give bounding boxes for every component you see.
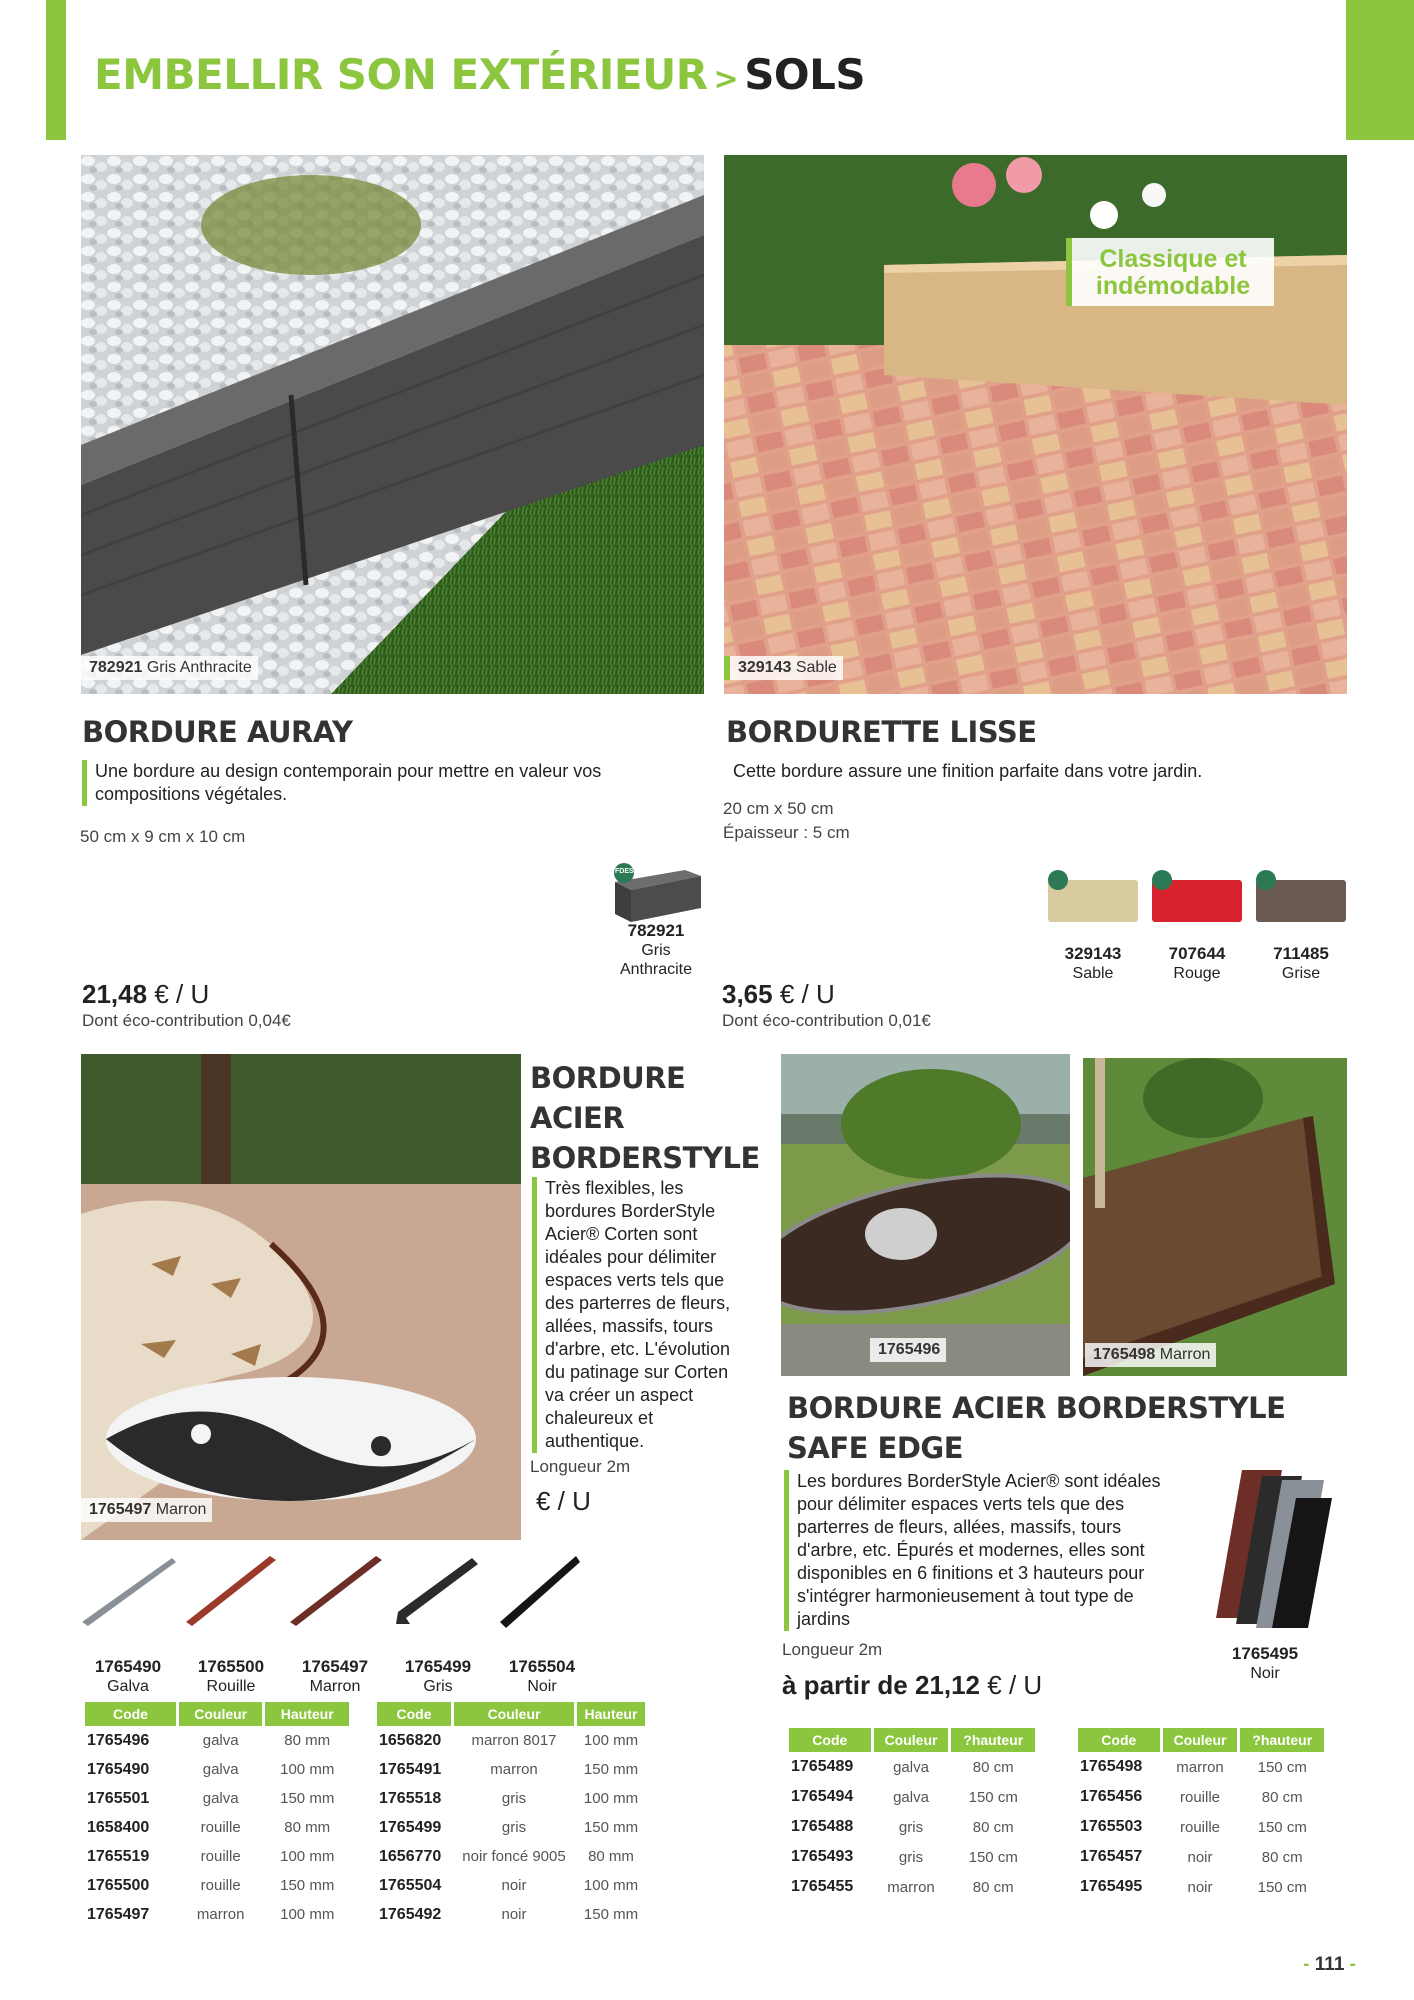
swatch-color: Rouge — [1173, 965, 1221, 982]
cell-hauteur: 100 mm — [280, 1761, 335, 1778]
safe-product-color: Noir — [1250, 1665, 1280, 1682]
safe-table-left — [786, 1728, 1038, 1902]
safe-table-right — [1075, 1728, 1327, 1902]
page-number-value: 111 — [1314, 1954, 1345, 1975]
table-row — [85, 1726, 349, 1755]
acier-table-right — [374, 1702, 648, 1929]
cell-hauteur: 100 mm — [583, 1790, 639, 1807]
safe-photo-1-code: 1765496 — [878, 1341, 941, 1358]
table-row — [85, 1842, 349, 1871]
col-hauteur: Hauteur — [265, 1702, 349, 1726]
col-code: Code — [1078, 1728, 1160, 1752]
acier-photo-code: 1765497 — [89, 1501, 152, 1518]
header-accent-left — [46, 0, 66, 140]
col-couleur: Couleur — [454, 1702, 574, 1726]
auray-swatch-code: 782921 — [627, 921, 685, 940]
profile-color: Rouille — [206, 1678, 256, 1695]
cell-couleur: marron — [490, 1761, 538, 1778]
acier-photo — [81, 1054, 521, 1540]
page-heading — [94, 50, 865, 99]
auray-swatch-label — [606, 921, 706, 979]
profile-color: Galva — [107, 1678, 149, 1695]
subsection-title: SOLS — [744, 50, 866, 99]
lisse-dims-size: 20 cm x 50 cm — [723, 799, 834, 818]
cell-couleur: rouille — [1180, 1788, 1221, 1806]
cell-code: 1765500 — [87, 1876, 150, 1894]
cell-code: 1765489 — [791, 1758, 854, 1775]
cell-code: 1765457 — [1080, 1848, 1143, 1865]
safe-title-line2: SAFE EDGE — [787, 1431, 964, 1465]
lisse-dimensions — [723, 797, 850, 845]
cell-hauteur: 80 mm — [588, 1848, 634, 1865]
table-row — [377, 1784, 645, 1813]
col-hauteur: ?hauteur — [951, 1728, 1035, 1752]
cell-couleur: rouille — [200, 1877, 241, 1894]
auray-swatch-color: Gris Anthracite — [619, 942, 693, 978]
safe-product-illustration — [1196, 1468, 1332, 1628]
cell-couleur: galva — [202, 1790, 239, 1807]
cell-hauteur: 80 mm — [284, 1732, 331, 1749]
cell-code: 1656770 — [379, 1847, 442, 1865]
cell-code: 1765518 — [379, 1789, 442, 1807]
safe-price-unit: € / U — [987, 1670, 1043, 1700]
lisse-price — [722, 979, 835, 1010]
acier-profiles-image — [80, 1552, 580, 1628]
safe-title — [787, 1388, 1285, 1468]
cell-couleur: noir — [1187, 1878, 1213, 1896]
swatch-color: Sable — [1072, 965, 1114, 982]
cell-couleur: rouille — [1180, 1818, 1221, 1836]
cell-code: 1765501 — [87, 1789, 150, 1807]
safe-photo-1 — [781, 1054, 1070, 1376]
auray-photo-code: 782921 — [89, 659, 143, 676]
col-code: Code — [85, 1702, 176, 1726]
acier-table-left — [82, 1702, 352, 1929]
cell-hauteur: 150 cm — [968, 1848, 1018, 1866]
cell-code: 1765488 — [791, 1818, 854, 1835]
lisse-swatch-label-0 — [1044, 944, 1142, 983]
cell-couleur: galva — [893, 1758, 929, 1776]
col-couleur: Couleur — [1163, 1728, 1238, 1752]
profile-code: 1765490 — [94, 1657, 162, 1676]
cell-hauteur: 150 mm — [583, 1906, 639, 1923]
table-row — [1078, 1842, 1324, 1872]
acier-profile-1 — [181, 1657, 281, 1696]
lisse-price-value: 3,65 — [722, 979, 773, 1009]
cell-couleur: gris — [898, 1848, 924, 1866]
cell-code: 1765456 — [1080, 1788, 1143, 1805]
col-code: Code — [789, 1728, 871, 1752]
cell-code: 1765491 — [379, 1760, 442, 1778]
cell-couleur: galva — [202, 1732, 239, 1749]
cell-hauteur: 150 cm — [1257, 1758, 1307, 1776]
cell-code: 1765498 — [1080, 1758, 1143, 1775]
lisse-illustration — [724, 155, 1347, 694]
table-row — [377, 1871, 645, 1900]
cell-hauteur: 80 cm — [972, 1818, 1014, 1836]
acier-title-line2: ACIER — [530, 1101, 625, 1135]
table-row — [377, 1726, 645, 1755]
cell-hauteur: 100 mm — [280, 1906, 335, 1923]
col-code: Code — [377, 1702, 451, 1726]
profile-code: 1765504 — [508, 1657, 576, 1676]
auray-dimensions: 50 cm x 9 cm x 10 cm — [80, 827, 246, 846]
safe-title-line1: BORDURE ACIER BORDERSTYLE — [787, 1391, 1286, 1425]
lisse-dims-thickness: Épaisseur : 5 cm — [723, 823, 850, 842]
lisse-eco-contribution: Dont éco-contribution 0,01€ — [722, 1011, 931, 1030]
auray-illustration — [81, 155, 704, 694]
table-row — [377, 1813, 645, 1842]
cell-code: 1765492 — [379, 1905, 442, 1923]
lisse-photo — [724, 155, 1347, 694]
cell-couleur: galva — [202, 1761, 239, 1778]
safe-description: Les bordures BorderStyle Acier® sont idéales pour délimiter espaces verts tels que des parterres de fleurs, allées, massifs, tours d'arbre, etc. Épurés et modernes, elles sont disponibles en 6 finitions et 3 hauteurs pour s'intégrer harmonieusement à tout type de jardins — [784, 1470, 1177, 1631]
cell-couleur: gris — [501, 1790, 527, 1807]
safe-product-code: 1765495 — [1231, 1644, 1299, 1663]
cell-couleur: marron — [196, 1906, 245, 1923]
table-row — [789, 1752, 1035, 1782]
chevron-right-icon: > — [713, 62, 739, 97]
cell-couleur: gris — [898, 1818, 924, 1836]
auray-swatch — [607, 862, 705, 924]
safe-photo-2-color: Marron — [1159, 1346, 1211, 1363]
cell-code: 1765504 — [379, 1876, 442, 1894]
lisse-swatch-label-2 — [1252, 944, 1350, 983]
table-row — [85, 1900, 349, 1929]
cell-code: 1656820 — [379, 1731, 442, 1749]
safe-photo-2 — [1083, 1058, 1347, 1376]
safe-photo-1-illustration — [781, 1054, 1070, 1376]
lisse-photo-code: 329143 — [738, 659, 792, 676]
col-hauteur: ?hauteur — [1240, 1728, 1324, 1752]
auray-photo-color: Gris Anthracite — [146, 659, 252, 676]
auray-description: Une bordure au design contemporain pour mettre en valeur vos compositions végétales. — [82, 760, 655, 806]
lisse-swatch-sable — [1046, 870, 1140, 931]
safe-photo-2-illustration — [1083, 1058, 1347, 1376]
cell-couleur: rouille — [200, 1848, 241, 1865]
cell-hauteur: 150 mm — [583, 1819, 639, 1836]
profile-code: 1765497 — [301, 1657, 369, 1676]
page-number: - 111 - — [1303, 1954, 1356, 1975]
cell-hauteur: 150 mm — [280, 1877, 335, 1894]
table-row — [789, 1842, 1035, 1872]
cell-couleur: noir — [501, 1877, 527, 1894]
acier-profiles-strip — [80, 1552, 580, 1628]
cell-code: 1765497 — [87, 1905, 150, 1923]
cell-hauteur: 80 cm — [1261, 1788, 1303, 1806]
acier-length: Longueur 2m — [530, 1457, 631, 1476]
col-couleur: Couleur — [874, 1728, 949, 1752]
table-row — [1078, 1872, 1324, 1902]
lisse-swatch-rouge — [1150, 870, 1244, 931]
cell-couleur: marron 8017 — [471, 1732, 557, 1749]
cell-hauteur: 80 cm — [972, 1758, 1014, 1776]
cell-code: 1765496 — [87, 1731, 150, 1749]
profile-color: Marron — [309, 1678, 361, 1695]
lisse-swatch-label-1 — [1148, 944, 1246, 983]
cell-hauteur: 150 mm — [583, 1761, 639, 1778]
safe-price-value: 21,12 — [914, 1670, 981, 1700]
acier-title — [530, 1058, 760, 1178]
cell-hauteur: 80 cm — [972, 1878, 1014, 1896]
profile-color: Noir — [527, 1678, 557, 1695]
profile-code: 1765499 — [404, 1657, 472, 1676]
table-row — [377, 1842, 645, 1871]
cell-couleur: rouille — [200, 1819, 241, 1836]
lisse-description: Cette bordure assure une finition parfaite dans votre jardin. — [733, 761, 1203, 781]
cell-hauteur: 150 cm — [1257, 1878, 1307, 1896]
table-row — [85, 1755, 349, 1784]
acier-profile-4 — [492, 1657, 592, 1696]
cell-hauteur: 150 cm — [1257, 1818, 1307, 1836]
safe-price-prefix: à partir de — [782, 1670, 908, 1700]
acier-illustration — [81, 1054, 521, 1540]
cell-couleur: gris — [501, 1819, 527, 1836]
auray-eco-contribution: Dont éco-contribution 0,04€ — [82, 1011, 291, 1030]
lisse-swatch-grise-image — [1254, 870, 1348, 926]
cell-hauteur: 80 mm — [284, 1819, 331, 1836]
cell-couleur: galva — [893, 1788, 929, 1806]
cell-code: 1765455 — [791, 1878, 854, 1895]
table-row — [1078, 1782, 1324, 1812]
profile-code: 1765500 — [197, 1657, 265, 1676]
table-row — [377, 1755, 645, 1784]
cell-code: 1765494 — [791, 1788, 854, 1805]
auray-photo — [81, 155, 704, 694]
table-row — [85, 1784, 349, 1813]
acier-photo-caption — [81, 1498, 212, 1522]
lisse-swatch-grise — [1254, 870, 1348, 931]
safe-product-image — [1196, 1468, 1332, 1628]
lisse-photo-color: Sable — [795, 659, 837, 676]
table-row — [789, 1872, 1035, 1902]
auray-price-unit: € / U — [154, 979, 210, 1009]
auray-price — [82, 979, 209, 1010]
cell-hauteur: 100 mm — [583, 1877, 639, 1894]
safe-price — [782, 1670, 1042, 1701]
cell-code: 1765493 — [791, 1848, 854, 1865]
lisse-swatch-sable-image — [1046, 870, 1140, 926]
cell-couleur: marron — [887, 1878, 935, 1896]
acier-photo-color: Marron — [155, 1501, 207, 1518]
cell-hauteur: 100 mm — [583, 1732, 639, 1749]
safe-photo-2-code: 1765498 — [1093, 1346, 1156, 1363]
lisse-title: BORDURETTE LISSE — [726, 715, 1037, 749]
cell-hauteur: 150 cm — [968, 1788, 1018, 1806]
table-row — [377, 1900, 645, 1929]
safe-photo-1-caption — [870, 1338, 946, 1362]
table-row — [85, 1813, 349, 1842]
cell-code: 1765495 — [1080, 1878, 1143, 1895]
cell-couleur: noir — [501, 1906, 527, 1923]
cell-hauteur: 100 mm — [280, 1848, 335, 1865]
acier-profile-2 — [285, 1657, 385, 1696]
acier-price-unit: € / U — [536, 1486, 591, 1516]
acier-profile-3 — [388, 1657, 488, 1696]
cell-couleur: marron — [1176, 1758, 1224, 1776]
acier-title-line1: BORDURE — [530, 1061, 686, 1095]
acier-title-line3: BORDERSTYLE — [530, 1141, 760, 1175]
swatch-code: 707644 — [1168, 944, 1226, 963]
cell-hauteur: 80 cm — [1261, 1848, 1303, 1866]
header-accent-right — [1346, 0, 1414, 140]
table-row — [1078, 1812, 1324, 1842]
auray-photo-caption — [81, 656, 258, 680]
table-row — [789, 1782, 1035, 1812]
table-row — [1078, 1752, 1324, 1782]
cell-couleur: noir foncé 9005 — [462, 1848, 566, 1865]
swatch-color: Grise — [1281, 965, 1321, 982]
profile-color: Gris — [423, 1678, 453, 1695]
cell-couleur: noir — [1187, 1848, 1213, 1866]
safe-length: Longueur 2m — [782, 1640, 883, 1659]
table-row — [85, 1871, 349, 1900]
section-title: EMBELLIR SON EXTÉRIEUR — [94, 50, 708, 99]
lisse-promo-tag: Classique et indémodable — [1066, 238, 1274, 306]
cell-code: 1765490 — [87, 1760, 150, 1778]
auray-title: BORDURE AURAY — [82, 715, 353, 749]
lisse-photo-caption — [724, 656, 843, 680]
acier-profile-0 — [78, 1657, 178, 1696]
cell-code: 1765519 — [87, 1847, 150, 1865]
swatch-code: 329143 — [1064, 944, 1122, 963]
safe-product-label — [1210, 1644, 1320, 1683]
swatch-code: 711485 — [1273, 944, 1329, 963]
lisse-price-unit: € / U — [779, 979, 835, 1009]
safe-photo-2-caption — [1085, 1343, 1216, 1367]
fdes-badge: FDES — [615, 868, 634, 875]
lisse-swatch-rouge-image — [1150, 870, 1244, 926]
cell-hauteur: 150 mm — [280, 1790, 335, 1807]
cell-code: 1765499 — [379, 1818, 442, 1836]
auray-price-value: 21,48 — [82, 979, 148, 1009]
col-couleur: Couleur — [179, 1702, 263, 1726]
col-hauteur: Hauteur — [577, 1702, 645, 1726]
cell-code: 1765503 — [1080, 1818, 1143, 1835]
table-row — [789, 1812, 1035, 1842]
cell-code: 1658400 — [87, 1818, 150, 1836]
acier-description: Très flexibles, les bordures BorderStyle Acier® Corten sont idéales pour délimiter espaces verts tels que des parterres de fleurs, allées, massifs, tours d'arbre, etc. L'évolution du patinage sur Corten va créer un aspect chaleureux et authentique. — [532, 1177, 745, 1453]
